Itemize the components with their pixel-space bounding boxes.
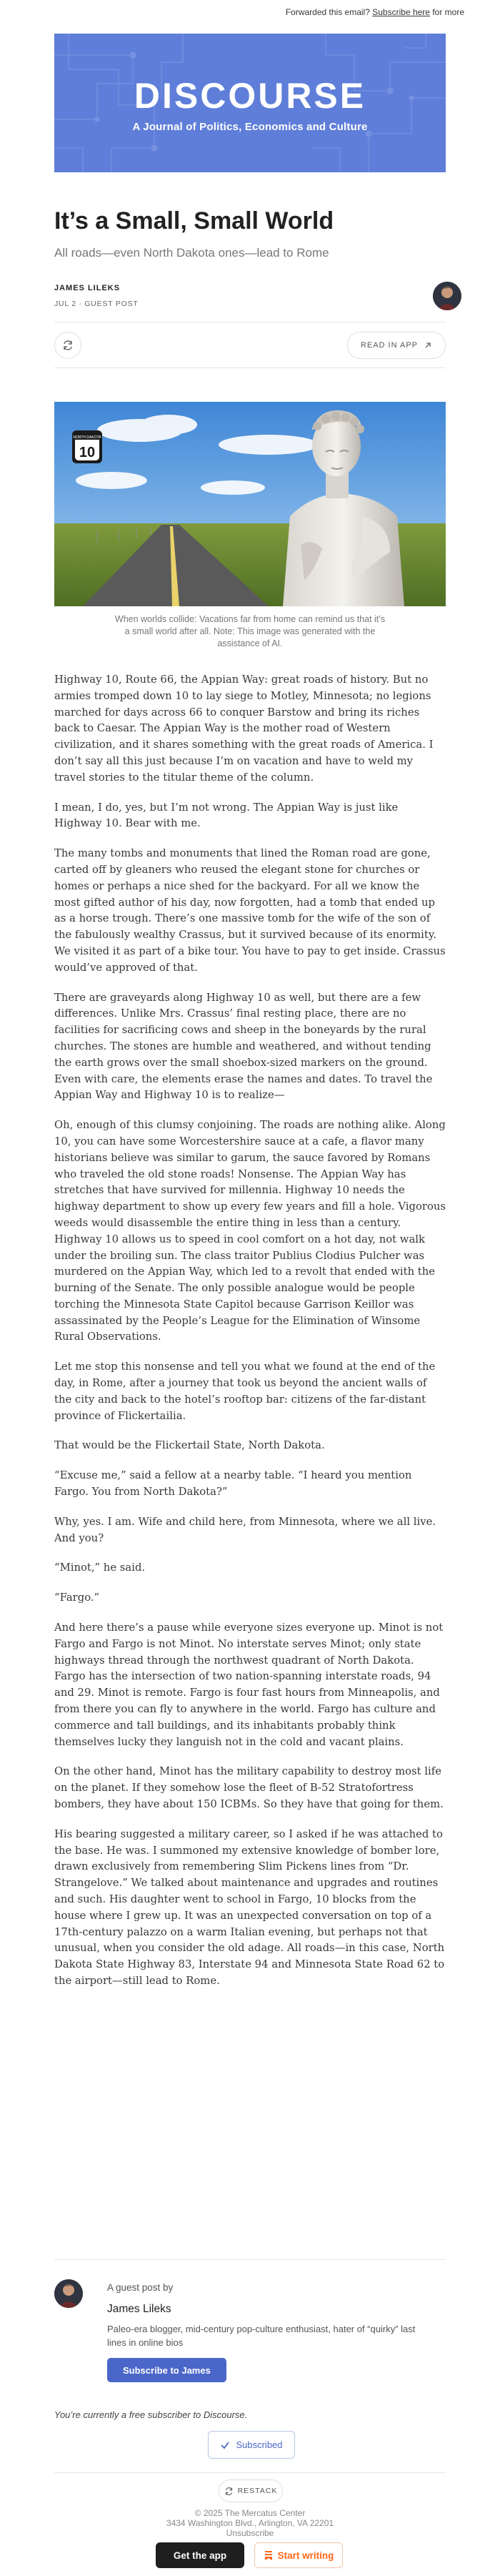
body-paragraph: His bearing suggested a military career, so I asked if he was attached to the base. He was. I summoned my extensive knowledge of bomber lore, drawn exclusively from remembering Slim Pickens lines from “Dr. Strangelove.” We talked about maintenance and upgrades and routines and such. His daughter went to school in Fargo, 10 blocks from the house where I grew up. It was an unexpected conversation on top of a 17th-century palazzo on a warm Italian evening, but perhaps not that unusual, when you consider the old adage. All roads—in this case, North Dakota State Highway 83, Interstate 94 and Minnesota State Road 62 to the airport—still lead to Rome. bbox=[54, 1827, 445, 1987]
check-icon bbox=[220, 2440, 230, 2450]
body-paragraph: On the other hand, Minot has the military capability to destroy most life on the planet. If they somehow lose the fleet of B-52 Stratofortress bombers, they have about 150 ICBMs. So they have that going for them. bbox=[54, 1765, 444, 1811]
hero-image[interactable] bbox=[54, 402, 446, 606]
body-paragraph: Let me stop this nonsense and tell you what we found at the end of the day, in Rome, after a journey that took us beyond the ancient walls of the city and back to the hotel’s rooftop bar: citizens of the far-distant province of Flickertailia. bbox=[54, 1361, 436, 1422]
body-paragraph: The many tombs and monuments that lined the Roman road are gone, carted off by gleaners who reused the elegant stone for churches or homes or perhaps a nice shed for the backyard. For all we know the most gifted author of his day, now forgotten, had a tomb that ended up as a horse trough. There’s one massive tomb for the wife of the son of the fabulously wealthy Crassus, but it survived because of its enormity. We visited it as part of a bike tour. You have to pay to get inside. Crassus would’ve approved of that. bbox=[54, 847, 446, 974]
hero-illustration bbox=[54, 402, 446, 606]
subscribe-to-author-button[interactable]: Subscribe to James bbox=[107, 2358, 226, 2382]
divider bbox=[54, 367, 446, 368]
post-subtitle: All roads—even North Dakota ones—lead to Rome bbox=[54, 246, 329, 260]
restack-footer-button[interactable] bbox=[219, 2479, 283, 2502]
restack-button[interactable] bbox=[54, 332, 81, 359]
author-name[interactable]: JAMES LILEKS bbox=[54, 284, 121, 292]
bio-description: Paleo-era blogger, mid-century pop-culture enthusiast, hater of “quirky” last lines in online bios bbox=[107, 2324, 416, 2348]
body-paragraph: “Fargo.” bbox=[54, 1592, 100, 1604]
publication-name: Discourse bbox=[203, 2409, 245, 2420]
author-avatar[interactable] bbox=[433, 282, 461, 310]
subscribe-here-link[interactable]: Subscribe here bbox=[372, 7, 430, 17]
body-paragraph: “Minot,” he said. bbox=[54, 1561, 146, 1574]
substack-icon bbox=[264, 2550, 274, 2560]
restack-icon bbox=[62, 340, 74, 351]
article-body bbox=[54, 672, 446, 2003]
start-writing-label: Start writing bbox=[277, 2550, 334, 2561]
subscription-status bbox=[54, 2409, 247, 2420]
forwarded-text: Forwarded this email? bbox=[285, 7, 370, 17]
image-caption: When worlds collide: Vacations far from home can remind us that it’s a small world after all. Note: This image was generated with the assistance of AI. bbox=[114, 614, 386, 648]
body-paragraph: Why, yes. I am. Wife and child here, from Minnesota, where we all live. And you? bbox=[54, 1515, 436, 1544]
body-paragraph: Highway 10, Route 66, the Appian Way: great roads of history. But no armies tromped down 10 to lay siege to Motley, Minnesota; no legions marched for days across 66 to conquer Barstow and bring its riches back to Caesar. The Appian Way is the mother road of Western civilization, and it shares something with the great roads of America. I don’t say all this just because I’m on vacation and have to weld my travel stories to the titular theme of the column. bbox=[54, 673, 434, 784]
sign-number: 10 bbox=[79, 445, 96, 460]
address: 3434 Washington Blvd., Arlington, VA 22201 bbox=[166, 2518, 334, 2528]
get-app-button[interactable]: Get the app bbox=[156, 2542, 244, 2568]
post-title[interactable]: It’s a Small, Small World bbox=[54, 207, 334, 235]
copyright: © 2025 The Mercatus Center bbox=[194, 2508, 306, 2518]
restack-icon bbox=[224, 2487, 234, 2496]
unsubscribe-link[interactable]: Unsubscribe bbox=[226, 2528, 274, 2538]
banner-subtitle: A Journal of Politics, Economics and Culture bbox=[132, 121, 368, 133]
avatar-portrait bbox=[433, 282, 461, 310]
subscribed-label: Subscribed bbox=[236, 2439, 283, 2450]
avatar-portrait bbox=[54, 2279, 83, 2308]
forwarded-suffix: for more bbox=[432, 7, 464, 17]
start-writing-button[interactable] bbox=[254, 2542, 343, 2568]
sign-label: NORTH DAKOTA bbox=[73, 435, 101, 440]
restack-label: RESTACK bbox=[237, 2487, 278, 2495]
body-paragraph: There are graveyards along Highway 10 as well, but there are a few differences. Unlike Mrs. Crassus’ final resting place, there are no facilities for sacrificing cows and sheep in the boneyards by the rural churches. The stones are humble and weathered, and without tending the earth grows over the small shoebox-sized markers on the ground. Even with care, the elements erase the names and dates. To travel the Appian Way and Highway 10 is to realize— bbox=[54, 991, 433, 1102]
forwarded-bar bbox=[286, 7, 464, 17]
bio-author-name[interactable]: James Lileks bbox=[107, 2303, 171, 2315]
highway-sign bbox=[72, 430, 102, 463]
read-in-app-label: READ IN APP bbox=[360, 341, 418, 350]
body-paragraph: That would be the Flickertail State, North Dakota. bbox=[54, 1439, 325, 1452]
divider bbox=[54, 2259, 446, 2260]
body-paragraph: “Excuse me,” said a fellow at a nearby table. “I heard you mention Fargo. You from North Dakota?” bbox=[54, 1469, 412, 1499]
post-meta: JUL 2 ∙ GUEST POST bbox=[54, 300, 139, 308]
body-paragraph: And here there’s a pause while everyone sizes everyone up. Minot is not Fargo and Fargo is not Minot. No interstate serves Minot; only state highways thread through the northwest quadrant of North Dakota. Fargo has the intersection of two nation-spanning interstate roads, 94 and 29. Minot is remote. Fargo is four fast hours from Minneapolis, and from there you can fly to anywhere in the world. Fargo has culture and commerce and tall buildings, and its inhabitants probably think themselves lucky they languish not in the cold and vacant plains. bbox=[54, 1622, 444, 1748]
body-paragraph: Oh, enough of this clumsy conjoining. The roads are nothing alike. Along 10, you can have some Worcestershire sauce at a cafe, a flavor many historians believe was similar to garum, the sauce favored by Romans who traveled the old stone roads! Nonsense. The Appian Way has stretches that have survived for millennia. Highway 10 needs the highway department to show up every few years and fill a hole. Vigorous weeds would disassemble the entire thing in less than a century. Highway 10 allows us to speed in cool comfort on a hot day, not walk under the broiling sun. The class traitor Publius Clodius Pulcher was murdered on the Appian Way, which led to a revolt that ended with the burning of the Senate. The only possible analogue would be people torching the Minnesota State Capitol because Garrison Keillor was assassinated by the People’s League for the Elimination of Winsome Rural Observations. bbox=[54, 1119, 446, 1343]
read-in-app-button[interactable] bbox=[347, 332, 446, 359]
banner-title: DISCOURSE bbox=[134, 76, 366, 116]
publication-banner[interactable] bbox=[54, 34, 446, 172]
body-paragraph: I mean, I do, yes, but I’m not wrong. The Appian Way is just like Highway 10. Bear with me. bbox=[54, 801, 399, 830]
bio-avatar[interactable] bbox=[54, 2279, 83, 2308]
subscription-suffix: . bbox=[244, 2409, 248, 2420]
subscription-prefix: You’re currently a free subscriber to bbox=[54, 2409, 204, 2420]
divider bbox=[54, 2472, 446, 2473]
guest-post-label: A guest post by bbox=[107, 2282, 174, 2293]
subscribed-button[interactable] bbox=[208, 2431, 295, 2459]
external-link-icon bbox=[424, 341, 432, 350]
